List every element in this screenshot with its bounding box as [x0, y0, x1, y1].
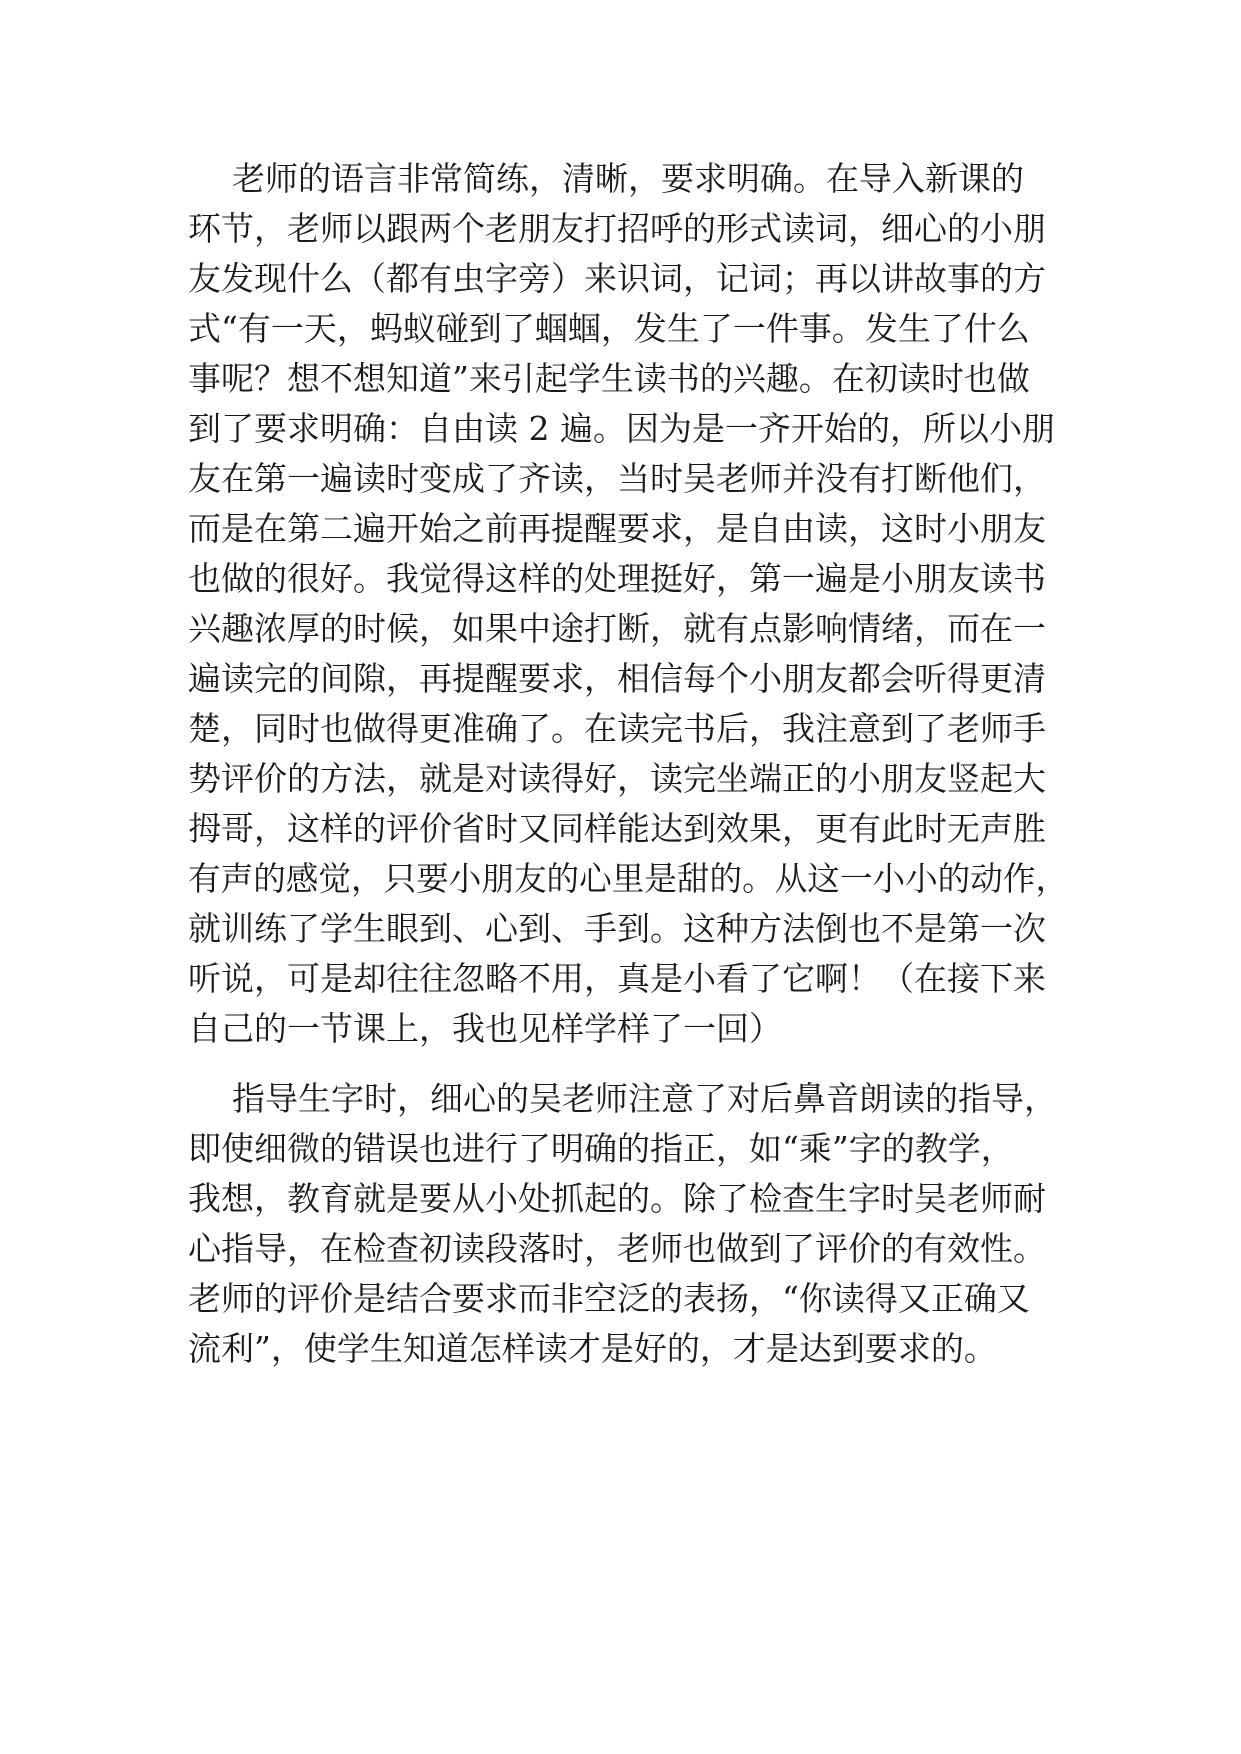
paragraph-1-line-18: 自己的一节课上，我也见样学样了一回）	[188, 1009, 782, 1048]
paragraph-2-line-2: 即使细微的错误也进行了明确的指正，如“乘”字的教学，	[188, 1129, 1014, 1168]
paragraph-1-line-11: 遍读完的间隙，再提醒要求，相信每个小朋友都会听得更清	[188, 659, 1046, 698]
paragraph-2-line-1: 指导生字时，细心的吴老师注意了对后鼻音朗读的指导，	[232, 1079, 1057, 1118]
paragraph-1-line-12: 楚，同时也做得更准确了。在读完书后，我注意到了老师手	[188, 709, 1046, 748]
paragraph-1-line-3: 友发现什么（都有虫字旁）来识词，记词；再以讲故事的方	[188, 259, 1046, 298]
paragraph-1-line-17: 听说，可是却往往忽略不用，真是小看了它啊！（在接下来	[188, 959, 1046, 998]
paragraph-2-line-3: 我想，教育就是要从小处抓起的。除了检查生字时吴老师耐	[188, 1179, 1046, 1218]
paragraph-2-line-5: 老师的评价是结合要求而非空泛的表扬，“你读得又正确又	[188, 1279, 1030, 1318]
paragraph-1-line-4: 式“有一天，蚂蚁碰到了蝈蝈，发生了一件事。发生了什么	[188, 309, 1030, 348]
paragraph-1-line-9: 也做的很好。我觉得这样的处理挺好，第一遍是小朋友读书	[188, 559, 1046, 598]
paragraph-1-line-10: 兴趣浓厚的时候，如果中途打断，就有点影响情绪，而在一	[188, 609, 1046, 648]
paragraph-1-line-16: 就训练了学生眼到、心到、手到。这种方法倒也不是第一次	[188, 909, 1046, 948]
paragraph-1-line-14: 拇哥，这样的评价省时又同样能达到效果，更有此时无声胜	[188, 809, 1046, 848]
paragraph-1-line-15: 有声的感觉，只要小朋友的心里是甜的。从这一小小的动作，	[188, 859, 1069, 898]
paragraph-1-line-1: 老师的语言非常简练，清晰，要求明确。在导入新课的	[232, 159, 1024, 198]
paragraph-1-line-5: 事呢？想不想知道”来引起学生读书的兴趣。在初读时也做	[188, 359, 1030, 398]
paragraph-1-line-8: 而是在第二遍开始之前再提醒要求，是自由读，这时小朋友	[188, 509, 1046, 548]
paragraph-1-line-6: 到了要求明确：自由读 2 遍。因为是一齐开始的，所以小朋	[188, 409, 1055, 448]
paragraph-1-line-2: 环节，老师以跟两个老朋友打招呼的形式读词，细心的小朋	[188, 209, 1046, 248]
paragraph-1-line-7: 友在第一遍读时变成了齐读，当时吴老师并没有打断他们，	[188, 459, 1046, 498]
paragraph-2-line-6: 流利”，使学生知道怎样读才是好的，才是达到要求的。	[188, 1329, 997, 1368]
paragraph-2-line-4: 心指导，在检查初读段落时，老师也做到了评价的有效性。	[188, 1229, 1046, 1268]
paragraph-1-line-13: 势评价的方法，就是对读得好，读完坐端正的小朋友竖起大	[188, 759, 1046, 798]
